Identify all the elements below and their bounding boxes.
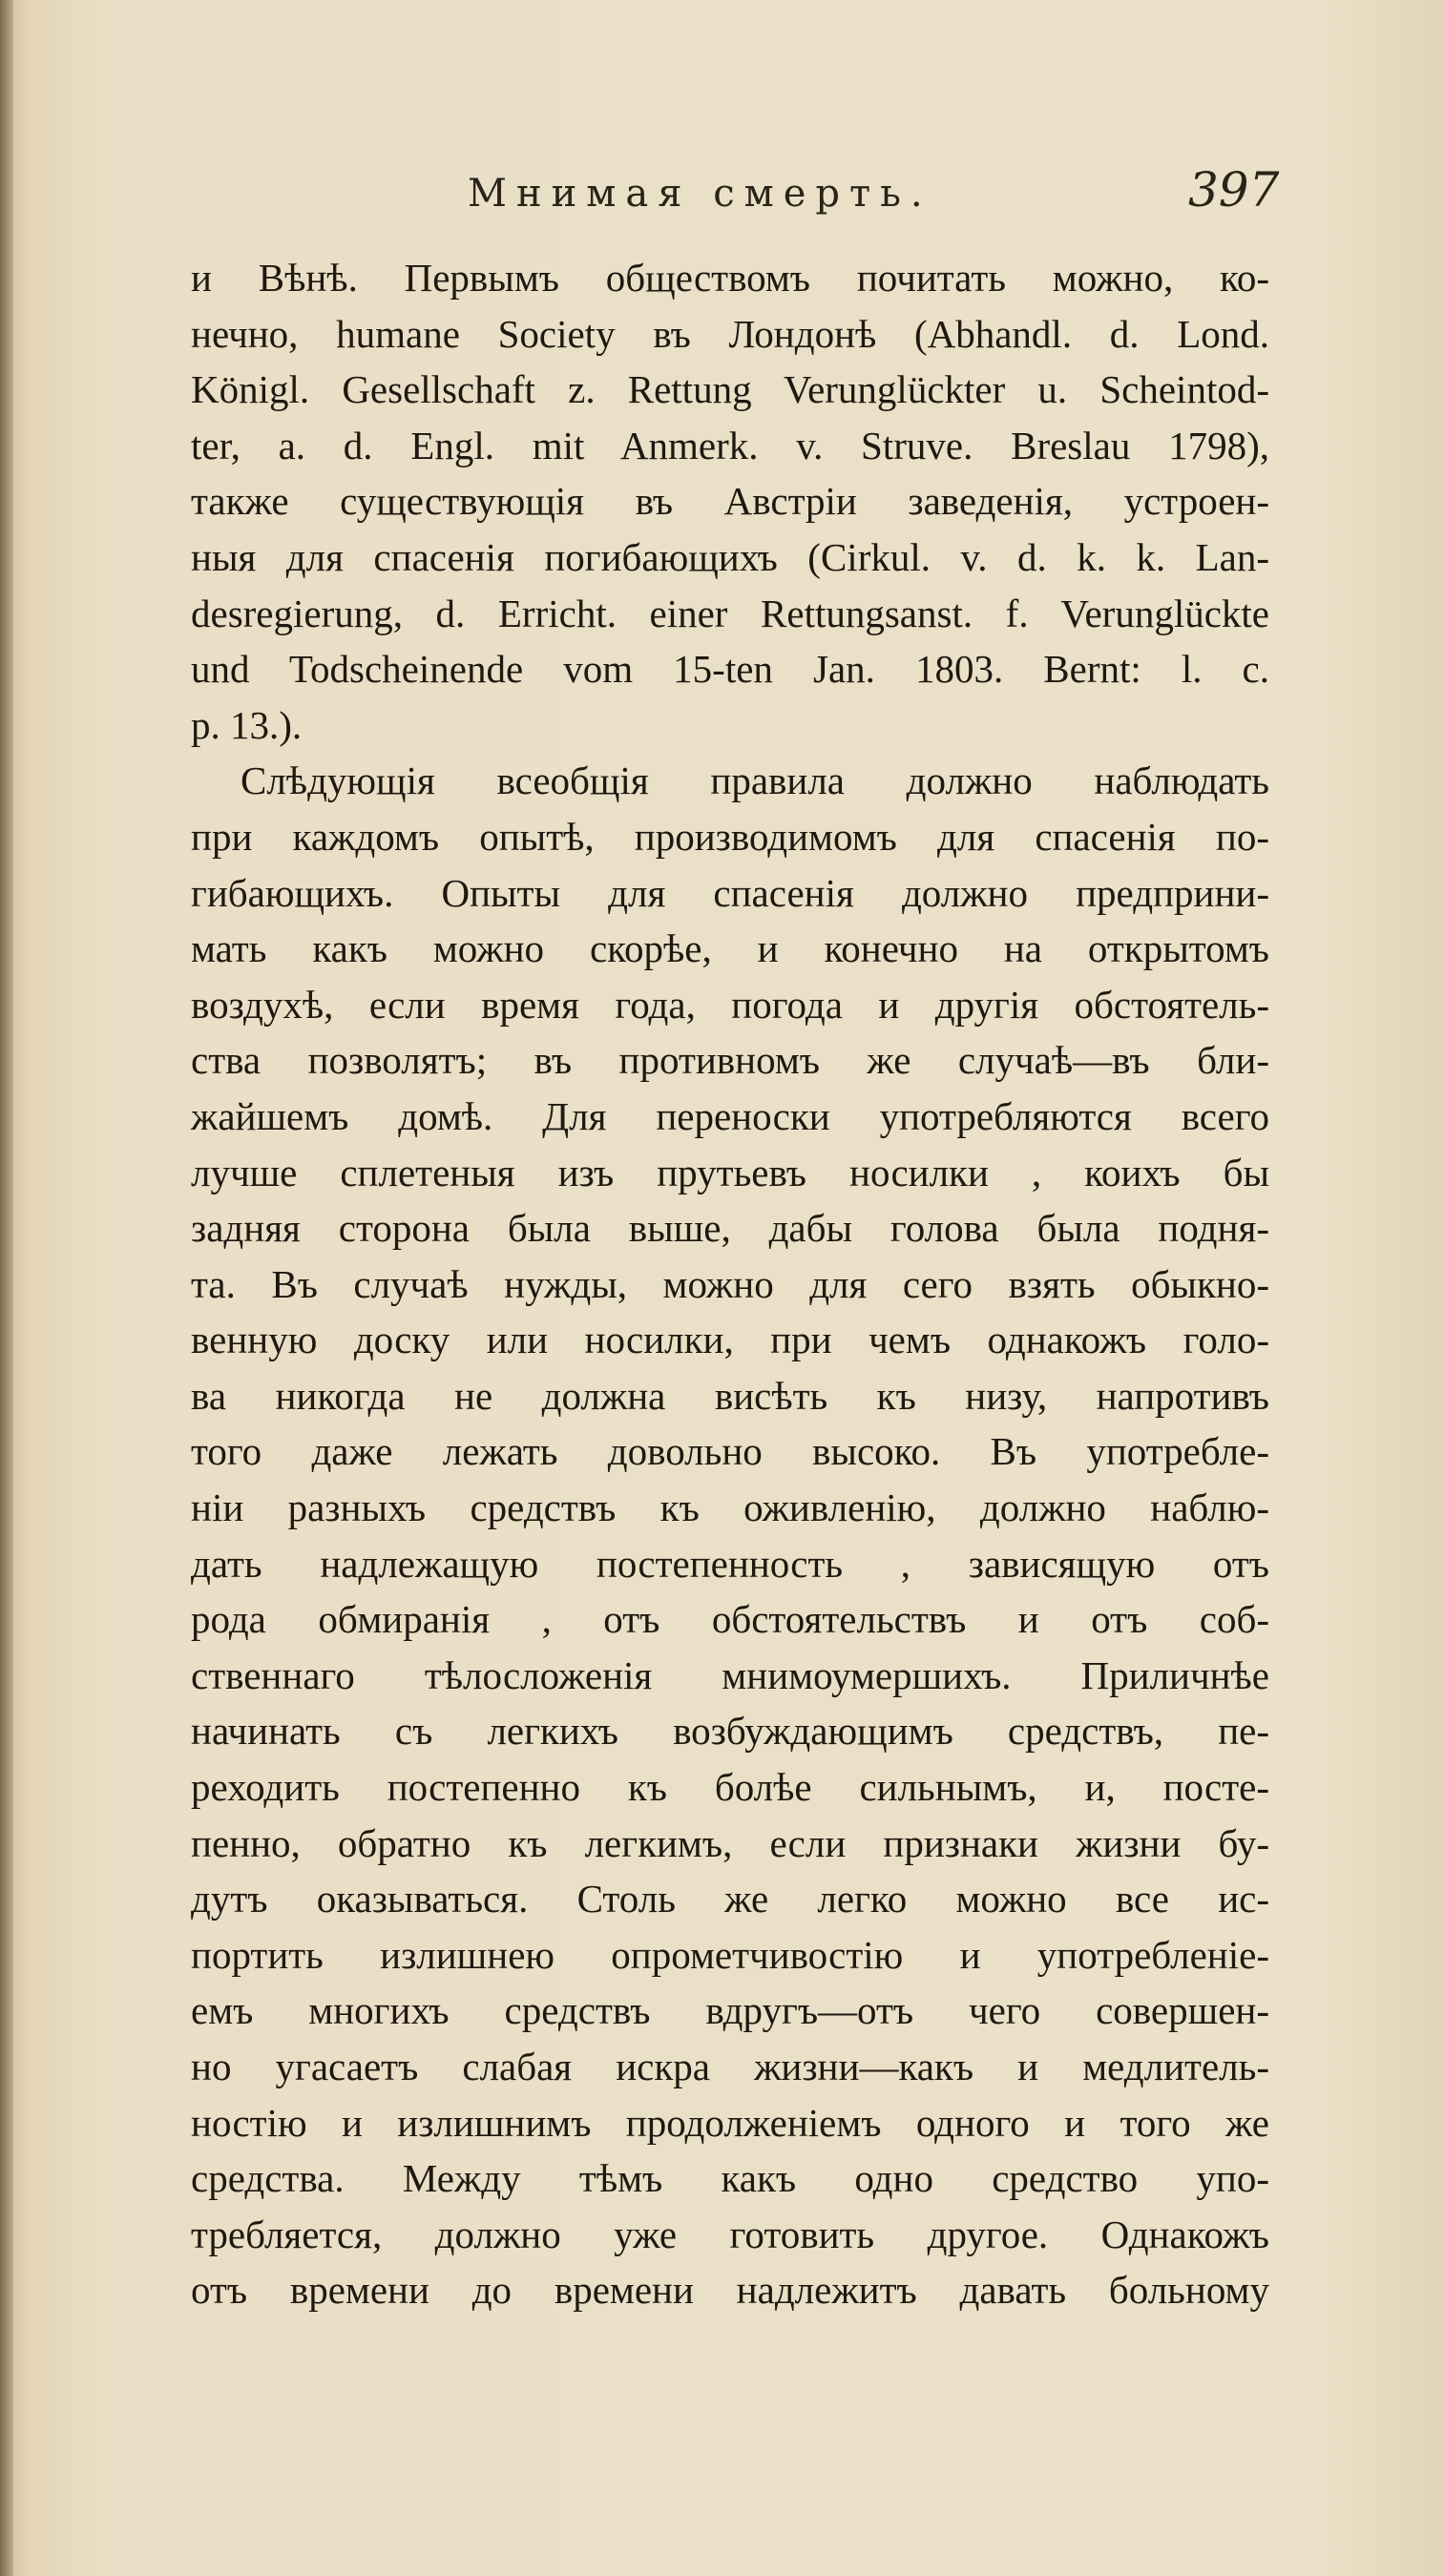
text-line: жайшемъ домѣ. Для переноски употребляются всего [191,1093,1269,1138]
text-line: рода обмиранія , отъ обстоятельствъ и отъ соб- [191,1597,1269,1642]
text-line: гибающихъ. Опыты для спасенія должно предприни- [191,870,1269,915]
text-line: емъ многихъ средствъ вдругъ—отъ чего совершен- [191,1988,1269,2033]
text-line: мать какъ можно скорѣе, и конечно на открытомъ [191,926,1269,971]
text-line: ва никогда не должна висѣть къ низу, напротивъ [191,1373,1269,1418]
text-line: дутъ оказываться. Столь же легко можно все ис- [191,1877,1269,1922]
text-line: нечно, humane Society въ Лондонѣ (Abhandl. d. Lond. [191,311,1269,356]
body-text [191,250,1269,2318]
text-line: реходить постепенно къ болѣе сильнымъ, и, посте- [191,1765,1269,1810]
text-line: но угасаетъ слабая искра жизни—какъ и медлитель- [191,2045,1269,2088]
text-line: дать надлежащую постепенность , зависящую отъ [191,1541,1269,1586]
text-line: начинать съ легкихъ возбуждающимъ средствъ, пе- [191,1709,1269,1754]
page-edge [0,0,13,2576]
text-line: средства. Между тѣмъ какъ одно средство упо- [191,2156,1269,2201]
running-title: Мнимая смерть. [468,172,932,216]
text-line: того даже лежать довольно высоко. Въ употребле- [191,1429,1269,1474]
text-line: Слѣдующія всеобщія правила должно наблюдать [241,758,1269,803]
text-line: p. 13.). [191,702,303,747]
text-line: требляется, должно уже готовить другое. Однакожъ [191,2212,1269,2256]
text-line: отъ времени до времени надлежитъ давать больному [191,2268,1269,2313]
text-line: и Вѣнѣ. Первымъ обществомъ почитать можно, ко- [191,256,1269,300]
text-line: ностію и излишнимъ продолженіемъ одного и того же [191,2100,1269,2145]
text-line: воздухѣ, если время года, погода и другія обстоятель- [191,982,1269,1027]
text-line: ныя для спасенія погибающихъ (Cirkul. v. d. k. k. Lan- [191,534,1269,579]
text-line: desregierung, d. Erricht. einer Rettungsanst. f. Verunglückte [191,591,1269,635]
text-line: ніи разныхъ средствъ къ оживленію, должно наблю- [191,1485,1269,1530]
text-line: пенно, обратно къ легкимъ, если признаки жизни бу- [191,1820,1269,1865]
text-line: ter, a. d. Engl. mit Anmerk. v. Struve. Breslau 1798), [191,423,1269,467]
text-line: задняя сторона была выше, дабы голова была подня- [191,1206,1269,1251]
text-line: при каждомъ опытѣ, производимомъ для спасенія по- [191,814,1269,859]
text-line: портить излишнею опрометчивостію и употребленіе- [191,1932,1269,1977]
text-line: венную доску или носилки, при чемъ однакожъ голо- [191,1318,1269,1362]
text-line: также существующія въ Австріи заведенія, устроен- [191,479,1269,524]
text-line: ства позволятъ; въ противномъ же случаѣ—въ бли- [191,1038,1269,1083]
page-number: 397 [1188,162,1280,218]
text-line: ственнаго тѣлосложенія мнимоумершихъ. Приличнѣе [191,1652,1269,1697]
text-line: und Todscheinende vom 15-ten Jan. 1803. Bernt: l. c. [191,647,1269,692]
text-line: та. Въ случаѣ нужды, можно для сего взять обыкно- [191,1261,1269,1306]
text-line: лучше сплетеныя изъ прутьевъ носилки , коихъ бы [191,1150,1269,1195]
text-line: Königl. Gesellschaft z. Rettung Verunglückter u. Scheintod- [191,367,1269,412]
